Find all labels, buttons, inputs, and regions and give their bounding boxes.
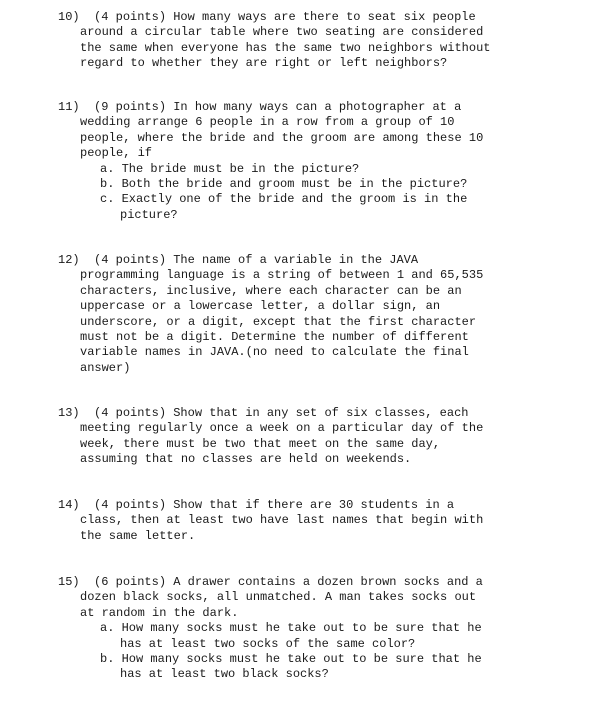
problem-text-line: A drawer contains a dozen brown socks and a [173,575,483,589]
problem-text-line: week, there must be two that meet on the same day, [80,436,441,451]
problem-13 [58,406,558,468]
sub-question-label: b. [100,652,115,667]
problem-11 [58,100,558,223]
sub-question-text: Both the bride and groom must be in the picture? [121,177,468,192]
problem-text-line: Show that if there are 30 students in a [173,498,455,512]
sub-question-text: has at least two black socks? [120,667,329,682]
sub-question-a [58,621,558,636]
sub-question-b [58,652,558,667]
problem-number: 12) [58,253,80,267]
problem-text-line: assuming that no classes are held on weekends. [80,452,412,467]
problem-text-line: In how many ways can a photographer at a [173,100,462,114]
problem-number: 15) [58,575,80,589]
problem-text-line: regard to whether they are right or left neighbors? [80,56,448,71]
sub-question-text: has at least two socks of the same color? [120,636,416,651]
problem-text-line: How many ways are there to seat six people [173,10,476,24]
sub-question-a [58,162,558,177]
problem-text-line: uppercase or a lowercase letter, a dollar sign, an [80,299,441,314]
sub-question-b [58,177,558,192]
problem-text-line: the same letter. [80,528,196,543]
problem-points: (4 points) [94,406,167,420]
problem-text-line: characters, inclusive, where each character can be an [80,283,462,298]
problem-text-line: The name of a variable in the JAVA [173,253,419,267]
problem-text-line: answer) [80,360,131,375]
problem-text-line: around a circular table where two seating are considered [80,25,484,40]
problem-number: 10) [58,10,80,24]
problem-text-line: variable names in JAVA.(no need to calculate the final [80,345,469,360]
problem-text-line: the same when everyone has the same two neighbors without [80,40,491,55]
sub-question-c [58,192,558,207]
sub-question-label: a. [100,161,115,176]
problem-text-line: at random in the dark. [80,605,239,620]
problem-text-line: people, where the bride and the groom are among these 10 [80,130,484,145]
problem-points: (6 points) [94,575,167,589]
problem-points: (4 points) [94,498,167,512]
sub-question-text: Exactly one of the bride and the groom is in the [121,192,468,207]
problem-text-line: wedding arrange 6 people in a row from a group of 10 [80,115,455,130]
problem-10 [58,10,558,72]
problem-text-line: must not be a digit. Determine the number of different [80,330,469,345]
problem-text-line: people, if [80,146,153,161]
sub-question-text: How many socks must he take out to be sure that he [121,652,482,667]
problem-points: (9 points) [94,100,167,114]
problem-text-line: dozen black socks, all unmatched. A man takes socks out [80,590,477,605]
problem-points: (4 points) [94,253,167,267]
sub-question-label: c. [100,192,115,207]
problem-text-line: Show that in any set of six classes, each [173,406,469,420]
problem-text-line: meeting regularly once a week on a particular day of the [80,421,484,436]
problem-number: 11) [58,100,80,114]
problem-text-line: underscore, or a digit, except that the first character [80,314,477,329]
problem-12 [58,253,558,376]
problem-text-line: class, then at least two have last names that begin with [80,513,484,528]
sub-question-text: The bride must be in the picture? [121,161,360,176]
problem-number: 14) [58,498,80,512]
sub-question-label: b. [100,177,115,192]
problem-15 [58,575,558,683]
problem-points: (4 points) [94,10,167,24]
sub-question-text: picture? [120,207,178,222]
sub-question-text: How many socks must he take out to be sure that he [121,621,482,636]
problem-text-line: programming language is a string of between 1 and 65,535 [80,268,484,283]
problem-number: 13) [58,406,80,420]
sub-question-label: a. [100,621,115,636]
problem-14 [58,498,558,544]
